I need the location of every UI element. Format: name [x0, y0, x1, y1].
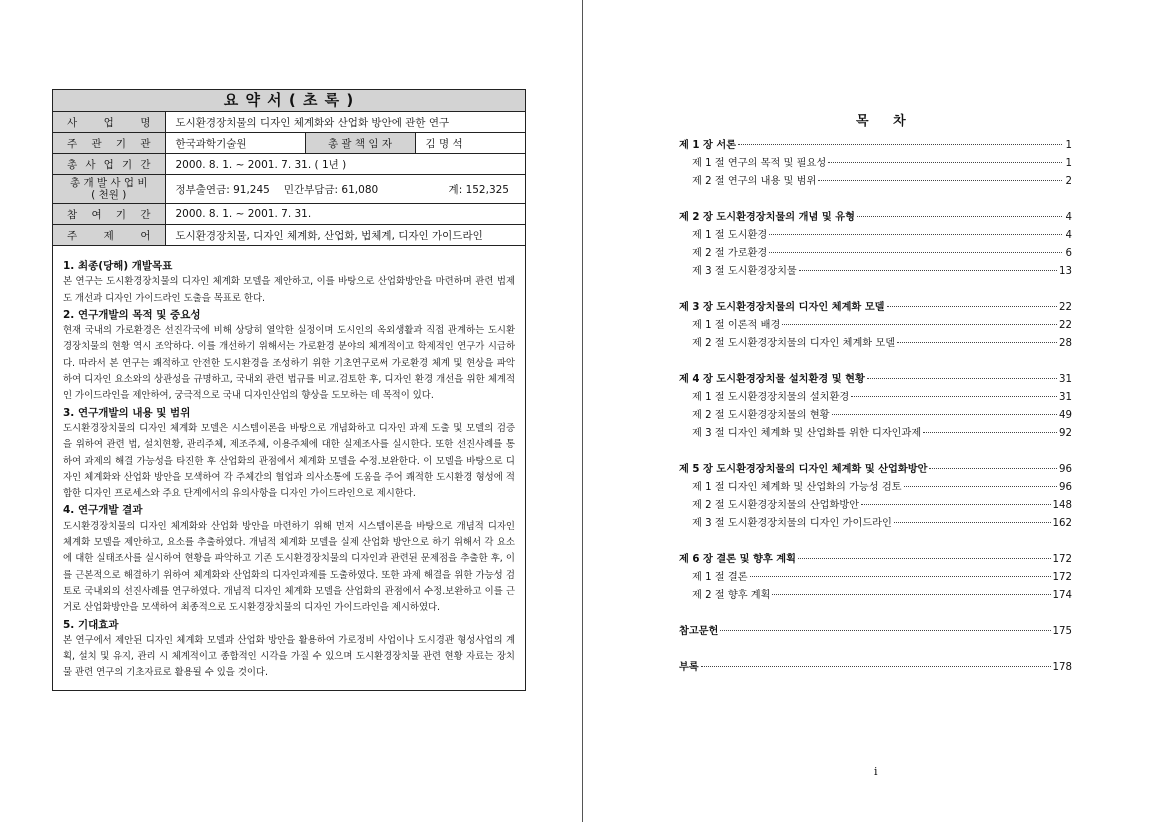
- toc-chapter[interactable]: [679, 371, 1072, 389]
- toc-chapter[interactable]: [679, 137, 1072, 155]
- toc-section[interactable]: [679, 497, 1072, 515]
- toc-spacer: [679, 281, 1072, 299]
- period-row: [53, 154, 525, 175]
- participation-value: 2000. 8. 1. ~ 2001. 7. 31.: [165, 204, 525, 225]
- toc-section-page: 148: [1052, 500, 1072, 511]
- toc-section-page: 174: [1052, 590, 1072, 601]
- project-row: [53, 112, 525, 133]
- toc-chapter-page: 4: [1065, 212, 1072, 223]
- toc-chapter-page: 1: [1065, 140, 1072, 151]
- toc-chapter-page: 96: [1059, 464, 1072, 475]
- section-heading: 3. 연구개발의 내용 및 범위: [63, 406, 191, 419]
- toc-section-label: 제 1 절 도시환경: [692, 230, 768, 241]
- section-heading: 4. 연구개발 결과: [63, 504, 143, 517]
- participation-label: 참 여 기 간: [53, 204, 165, 225]
- toc-section[interactable]: [679, 587, 1072, 605]
- page-number: i: [874, 765, 878, 778]
- cost-label: [53, 175, 165, 204]
- toc-chapter-page: 172: [1052, 554, 1072, 565]
- toc-chapter-label: 참고문헌: [679, 626, 719, 637]
- toc-section[interactable]: [679, 335, 1072, 353]
- dot-leader: [929, 468, 1057, 469]
- toc-spacer: [679, 443, 1072, 461]
- period-label: 총 사 업 기 간: [53, 154, 165, 175]
- toc-section[interactable]: [679, 173, 1072, 191]
- section-heading: 5. 기대효과: [63, 618, 119, 631]
- section-text: 도시환경장치물의 디자인 체계화와 산업화 방안을 마련하기 위해 먼저 시스템이론을 바탕으로 개념적 디자인 체계화 모델을 제안하고, 요소를 추출하였다. 개념적 체계화 모델을 실제 산업화 방안으로 하기 위해서 각 요소에 대한 실태조사를 실시하여 현황을 파악하고 기존 도시환경장치물의 디자인과 관련된 문제점을 추출한 후, 이를 근본적으로 해결하기 위하여 체계화와 산업화의 디자인과제를 도출하였다. 또한 과제 해결을 위한 가능성 검토로 국내외의 선진사례를 연구하였다. 개념적 디자인 체계화 모델을 산업화의 관점에서 수정.보완하고 이를 근거로 산업화방안을 모색하여 최종적으로 도시환경장치물의 디자인 가이드라인을 제시하였다.: [63, 520, 515, 614]
- toc-chapter[interactable]: [679, 551, 1072, 569]
- page-divider: [582, 0, 583, 822]
- toc-spacer: [679, 353, 1072, 371]
- toc-section[interactable]: [679, 569, 1072, 587]
- dot-leader: [769, 234, 1062, 235]
- cost-values: [165, 175, 525, 204]
- toc-section-label: 제 2 절 향후 계획: [692, 590, 771, 601]
- cost-label-line1: 총 개 발 사 업 비: [69, 177, 148, 189]
- lead-label: 총 괄 책 임 자: [305, 133, 415, 154]
- dot-leader: [799, 270, 1057, 271]
- cost-total: 계: 152,325: [448, 183, 509, 196]
- toc-section-label: 제 3 절 도시환경장치물: [692, 266, 797, 277]
- toc-chapter-label: 제 5 장 도시환경장치물의 디자인 체계화 및 산업화방안: [679, 464, 928, 475]
- cost-gov: 정부출연금: 91,245: [175, 183, 270, 196]
- participation-row: [53, 204, 525, 225]
- toc-section-label: 제 1 절 결론: [692, 572, 748, 583]
- toc-chapter-page: 178: [1052, 662, 1072, 673]
- toc-section[interactable]: [679, 155, 1072, 173]
- dot-leader: [818, 180, 1062, 181]
- summary-body: [53, 246, 525, 690]
- dot-leader: [798, 558, 1051, 559]
- toc-chapter[interactable]: [679, 209, 1072, 227]
- keywords-label: 주 제 어: [53, 225, 165, 246]
- keywords-row: [53, 225, 525, 246]
- toc-section-label: 제 3 절 도시환경장치물의 디자인 가이드라인: [692, 518, 892, 529]
- dot-leader: [738, 144, 1062, 145]
- dot-leader: [923, 432, 1057, 433]
- toc-chapter-label: 부록: [679, 662, 699, 673]
- toc-section[interactable]: [679, 515, 1072, 533]
- dot-leader: [897, 342, 1057, 343]
- toc-section-label: 제 2 절 연구의 내용 및 범위: [692, 176, 817, 187]
- dot-leader: [867, 378, 1057, 379]
- toc-section-page: 162: [1052, 518, 1072, 529]
- toc-section[interactable]: [679, 263, 1072, 281]
- dot-leader: [851, 396, 1057, 397]
- dot-leader: [750, 576, 1051, 577]
- project-name: 도시환경장치물의 디자인 체계화와 산업화 방안에 관한 연구: [165, 112, 525, 133]
- dot-leader: [861, 504, 1050, 505]
- dot-leader: [769, 252, 1062, 253]
- toc-spacer: [679, 641, 1072, 659]
- cost-row: [53, 175, 525, 204]
- toc-title: 목 차: [856, 114, 916, 129]
- toc-section-label: 제 1 절 이론적 배경: [692, 320, 781, 331]
- dot-leader: [887, 306, 1058, 307]
- toc-section-page: 6: [1065, 248, 1072, 259]
- org-row: [53, 133, 525, 154]
- toc-section-label: 제 1 절 도시환경장치물의 설치환경: [692, 392, 850, 403]
- toc-section-page: 22: [1059, 320, 1072, 331]
- section-heading: 2. 연구개발의 목적 및 중요성: [63, 308, 201, 321]
- toc-spacer: [679, 605, 1072, 623]
- toc-section[interactable]: [679, 407, 1072, 425]
- toc-section-page: 2: [1065, 176, 1072, 187]
- toc-chapter-page: 175: [1052, 626, 1072, 637]
- dot-leader: [857, 216, 1062, 217]
- lead-name: 김 명 석: [415, 133, 525, 154]
- dot-leader: [828, 162, 1062, 163]
- section-text: 현재 국내의 가로환경은 선진각국에 비해 상당히 열악한 실정이며 도시인의 옥외생활과 직접 관계하는 도시환경장치물의 현황 역시 조악하다. 이를 개선하기 위해서는 가로환경 분야의 체계적이고 학제적인 연구가 시급하다. 따라서 본 연구는 쾌적하고 안전한 도시환경을 조성하기 위한 기초연구로써 가로환경 체계 및 현상을 파악하여 디자인 요소와의 상관성을 규명하고, 국내외 관련 법규를 비교.검토한 후, 디자인 환경 개선을 위한 체계적인 가이드라인을 제안하여, 궁극적으로 국내 디자인산업의 향상을 도모하는 데 목적이 있다.: [63, 325, 515, 402]
- toc-section-label: 제 1 절 연구의 목적 및 필요성: [692, 158, 827, 169]
- table-of-contents: [679, 137, 1072, 677]
- toc-section[interactable]: [679, 317, 1072, 335]
- toc-section[interactable]: [679, 227, 1072, 245]
- toc-chapter-label: 제 2 장 도시환경장치물의 개념 및 유형: [679, 212, 855, 223]
- toc-section-page: 13: [1059, 266, 1072, 277]
- toc-section-label: 제 2 절 가로환경: [692, 248, 768, 259]
- dot-leader: [894, 522, 1051, 523]
- keywords-value: 도시환경장치물, 디자인 체계화, 산업화, 법체계, 디자인 가이드라인: [165, 225, 525, 246]
- section-text: 본 연구에서 제안된 디자인 체계화 모델과 산업화 방안을 활용하여 가로정비 사업이나 도시경관 형성사업의 계획, 설치 및 유지, 관리 시 체계적이고 종합적인 시각을 가질 수 있으며 도시환경장치물 관련 현황 자료는 장치물 관련 연구의 기초자료로 활용될 수 있을 것이다.: [63, 634, 515, 679]
- summary-meta-table: [53, 112, 525, 246]
- section-text: 본 연구는 도시환경장치물의 디자인 체계화 모델을 제안하고, 이를 바탕으로 산업화방안을 마련하며 관련 법제도 개선과 디자인 가이드라인 도출을 목표로 한다.: [63, 276, 515, 304]
- toc-section[interactable]: [679, 479, 1072, 497]
- dot-leader: [772, 594, 1050, 595]
- toc-section-page: 96: [1059, 482, 1072, 493]
- section-heading: 1. 최종(당해) 개발목표: [63, 260, 173, 272]
- cost-label-line2: ( 천원 ): [91, 189, 127, 201]
- dot-leader: [782, 324, 1057, 325]
- toc-section-page: 28: [1059, 338, 1072, 349]
- summary-title: 요 약 서 ( 초 록 ): [53, 90, 525, 112]
- toc-chapter-label: 제 3 장 도시환경장치물의 디자인 체계화 모델: [679, 302, 885, 313]
- toc-section-label: 제 2 절 도시환경장치물의 디자인 체계화 모델: [692, 338, 896, 349]
- toc-chapter-page: 31: [1059, 374, 1072, 385]
- toc-section-page: 49: [1059, 410, 1072, 421]
- toc-section[interactable]: [679, 389, 1072, 407]
- toc-chapter-label: 제 6 장 결론 및 향후 계획: [679, 554, 796, 565]
- dot-leader: [720, 630, 1050, 631]
- toc-chapter[interactable]: [679, 299, 1072, 317]
- toc-chapter[interactable]: [679, 623, 1072, 641]
- toc-section-label: 제 3 절 디자인 체계화 및 산업화를 위한 디자인과제: [692, 428, 922, 439]
- org-label: 주 관 기 관: [53, 133, 165, 154]
- dot-leader: [832, 414, 1058, 415]
- section-text: 도시환경장치물의 디자인 체계화 모델은 시스템이론을 바탕으로 개념화하고 디자인 과제 도출 및 모델의 검증을 위하여 관련 법, 설치현황, 관리주체, 제조주체, 이용주체에 대한 실제조사를 실시한다. 또한 선진사례를 통하여 과제의 해결 가능성을 타진한 후 산업화의 관점에서 체계화 모델을 수정.보완한다. 이 모델을 바탕으로 디자인 체계화와 산업화 방안을 모색하여 각 주체간의 협업과 의사소통에 도움을 주어 쾌적한 도시환경 형성에 적합한 디자인 프로세스와 주요 단계에서의 유의사항을 디자인 가이드라인으로 제시한다.: [63, 422, 515, 500]
- dot-leader: [701, 666, 1051, 667]
- toc-section-page: 172: [1052, 572, 1072, 583]
- toc-chapter[interactable]: [679, 461, 1072, 479]
- project-label: 사 업 명: [53, 112, 165, 133]
- cost-private: 민간부담금: 61,080: [283, 183, 379, 196]
- org-name: 한국과학기술원: [165, 133, 305, 154]
- toc-spacer: [679, 191, 1072, 209]
- toc-chapter-label: 제 1 장 서론: [679, 140, 737, 151]
- period-value: 2000. 8. 1. ~ 2001. 7. 31. ( 1년 ): [165, 154, 525, 175]
- toc-spacer: [679, 533, 1072, 551]
- toc-section-label: 제 1 절 디자인 체계화 및 산업화의 가능성 검토: [692, 482, 902, 493]
- toc-section[interactable]: [679, 245, 1072, 263]
- toc-section[interactable]: [679, 425, 1072, 443]
- dot-leader: [904, 486, 1058, 487]
- toc-chapter-page: 22: [1059, 302, 1072, 313]
- toc-section-label: 제 2 절 도시환경장치물의 산업화방안: [692, 500, 860, 511]
- toc-section-page: 92: [1059, 428, 1072, 439]
- summary-form: [52, 89, 526, 691]
- toc-section-page: 31: [1059, 392, 1072, 403]
- toc-section-label: 제 2 절 도시환경장치물의 현황: [692, 410, 830, 421]
- toc-chapter[interactable]: [679, 659, 1072, 677]
- toc-chapter-label: 제 4 장 도시환경장치물 설치환경 및 현황: [679, 374, 865, 385]
- toc-section-page: 1: [1065, 158, 1072, 169]
- toc-section-page: 4: [1065, 230, 1072, 241]
